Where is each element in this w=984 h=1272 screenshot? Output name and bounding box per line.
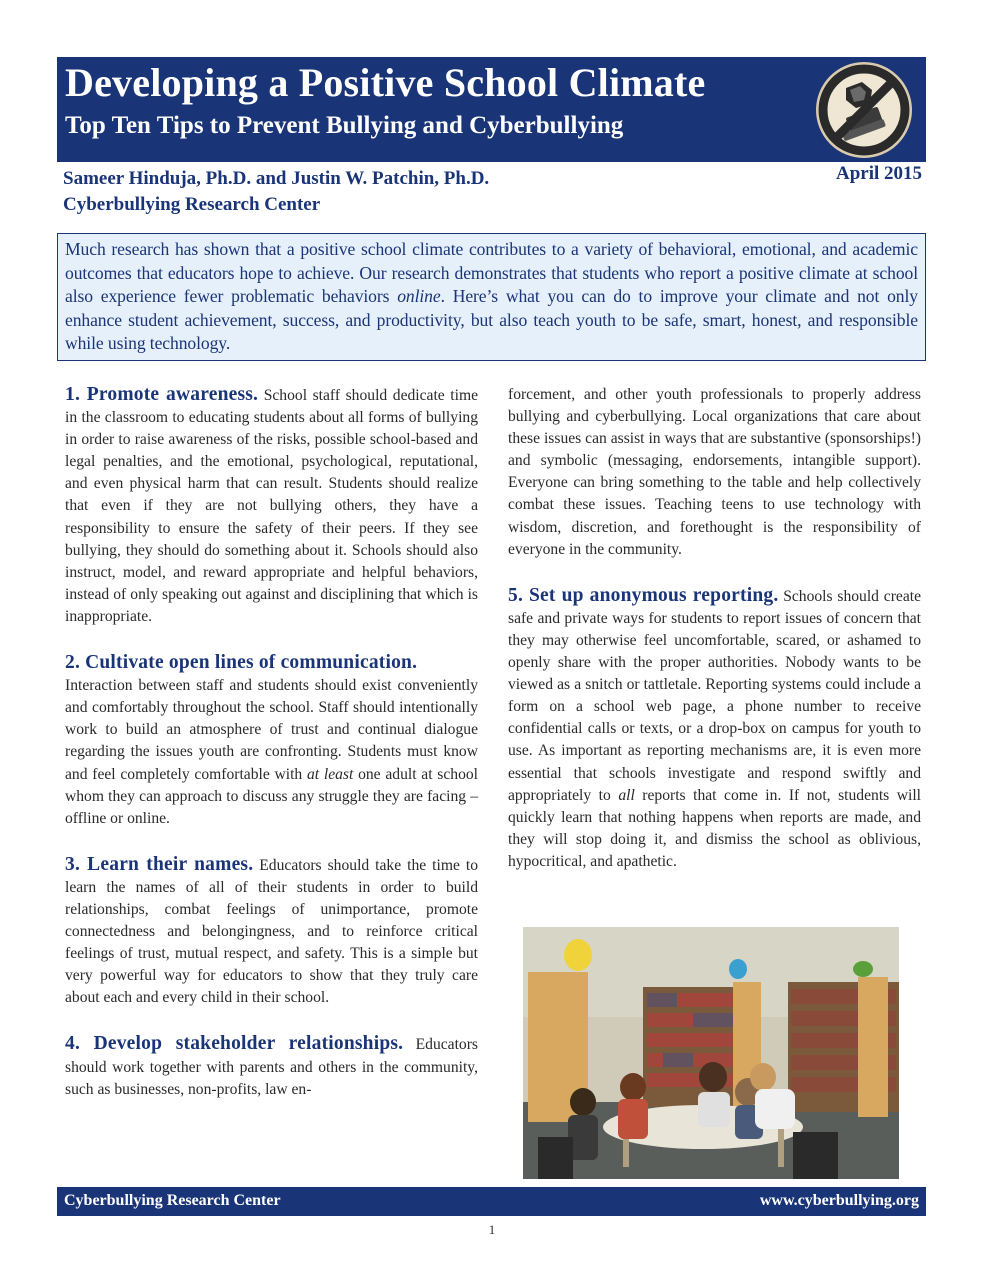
tip-1-heading: 1. Promote awareness. xyxy=(65,384,259,405)
tip-1-body: School staff should dedicate time in the classroom to educating students about all forms of bullying in order to raise awareness of the risks, possible school-based and legal penalties, and the emotional, psychological, reputational, and even physical harm that can result. Students should realize that even if they are not bullying others, they have a responsibility to ensure the safety of their peers. If they see bullying, they should do something about it. Schools should also instruct, model, and reward appropriate and helpful behaviors, instead of only speaking out against and disciplining that which is inappropriate. xyxy=(65,387,479,625)
page-number: 1 xyxy=(488,1222,496,1237)
page-subtitle: Top Ten Tips to Prevent Bullying and Cyberbullying xyxy=(65,112,624,139)
tip-2-heading: 2. Cultivate open lines of communication. xyxy=(65,652,418,674)
page-title: Developing a Positive School Climate xyxy=(65,60,706,105)
footer-website-link[interactable]: www.cyberbullying.org xyxy=(759,1192,919,1209)
intro-box xyxy=(57,233,926,361)
title-banner xyxy=(57,57,926,162)
tip-4-heading: 4. Develop stakeholder relationships. xyxy=(65,1033,404,1055)
tip-2-body-a: Interaction between staff and students should exist conveniently and comfortably throughout the school. Staff should intentionally work to build an atmosphere of trust and continual dialogue regarding the issues youth are confronting. Students must know and feel completely comfortable with xyxy=(65,677,478,783)
right-column xyxy=(508,384,921,897)
tip-5-body-b: reports that come in. If not, students will quickly learn that nothing happens when reports are made, and they will stop doing it, and dismiss the school as oblivious, hypocritical, and apathetic. xyxy=(508,786,921,870)
tip-5 xyxy=(508,585,921,873)
footer-bar xyxy=(57,1187,926,1216)
author-block xyxy=(63,166,489,218)
tip-3 xyxy=(65,854,478,1010)
library-photo xyxy=(523,927,899,1179)
author-names: Sameer Hinduja, Ph.D. and Justin W. Patchin, Ph.D. xyxy=(63,168,490,189)
tip-3-heading: 3. Learn their names. xyxy=(65,853,254,875)
tip-2-body-b: one adult at school whom they can approach to discuss any struggle they are facing – offline or online. xyxy=(65,765,478,827)
tip-3-body: Educators should take the time to learn the names of all of their students in order to build relationships, combat feelings of unimportance, promote connectedness and belongingness, and to reinforce critical feelings of trust, mutual respect, and safety. This is a simple but very powerful way for educators to show that they truly care about each and every child in their school. xyxy=(65,856,478,1007)
tip-1 xyxy=(65,384,478,628)
no-cyberbullying-icon xyxy=(814,60,914,160)
tip-4-continued: forcement, and other youth professionals to properly address bullying and cyberbullying. Local organizations that care about these issues can assist in ways that are substantive (sponsorships!) and symbolic (messaging, endorsements, intangible support). Everyone can bring something to the table and help collectively combat these issues. Teaching teens to use technology with wisdom, discretion, and forethought is the responsibility of everyone in the community. xyxy=(508,386,921,558)
intro-text-part1: Much research has shown that a positive school climate contributes to a variety of behavioral, emotional, and academic outcomes that educators hope to achieve. Our research demonstrates that students who report a positive climate at school also experience fewer problematic behaviors xyxy=(65,239,918,307)
tip-4-body-left: Educators should work together with parents and others in the community, such as businesses, non-profits, law en- xyxy=(65,1036,478,1098)
left-column xyxy=(65,384,478,1125)
footer-organization: Cyberbullying Research Center xyxy=(64,1192,281,1209)
organization-name: Cyberbullying Research Center xyxy=(63,194,321,215)
tip-5-body-a: Schools should create safe and private ways for students to report issues of concern that they may otherwise feel uncomfortable, scared, or ashamed to openly share with the proper authorities. Nobody wants to be viewed as a snitch or tattletale. Reporting systems could include a form on a school web page, a phone number to receive confidential calls or texts, or a drop-box on campus for youth to use. As important as reporting mechanisms are, it is even more essential that schools investigate and respond swiftly and appropriately to xyxy=(508,587,921,804)
publication-date: April 2015 xyxy=(835,163,922,184)
tip-5-heading: 5. Set up anonymous reporting. xyxy=(508,584,779,606)
tip-4-start xyxy=(65,1033,478,1100)
intro-text-part2: . Here’s what you can do to improve your climate and not only enhance student achievement, success, and productivity, but also teach youth to be safe, smart, honest, and responsible while using technology. xyxy=(65,286,918,354)
intro-emphasis: online xyxy=(397,286,441,307)
tip-2 xyxy=(65,652,478,830)
tip-5-emphasis: all xyxy=(618,786,635,804)
tip-2-emphasis: at least xyxy=(306,765,354,783)
